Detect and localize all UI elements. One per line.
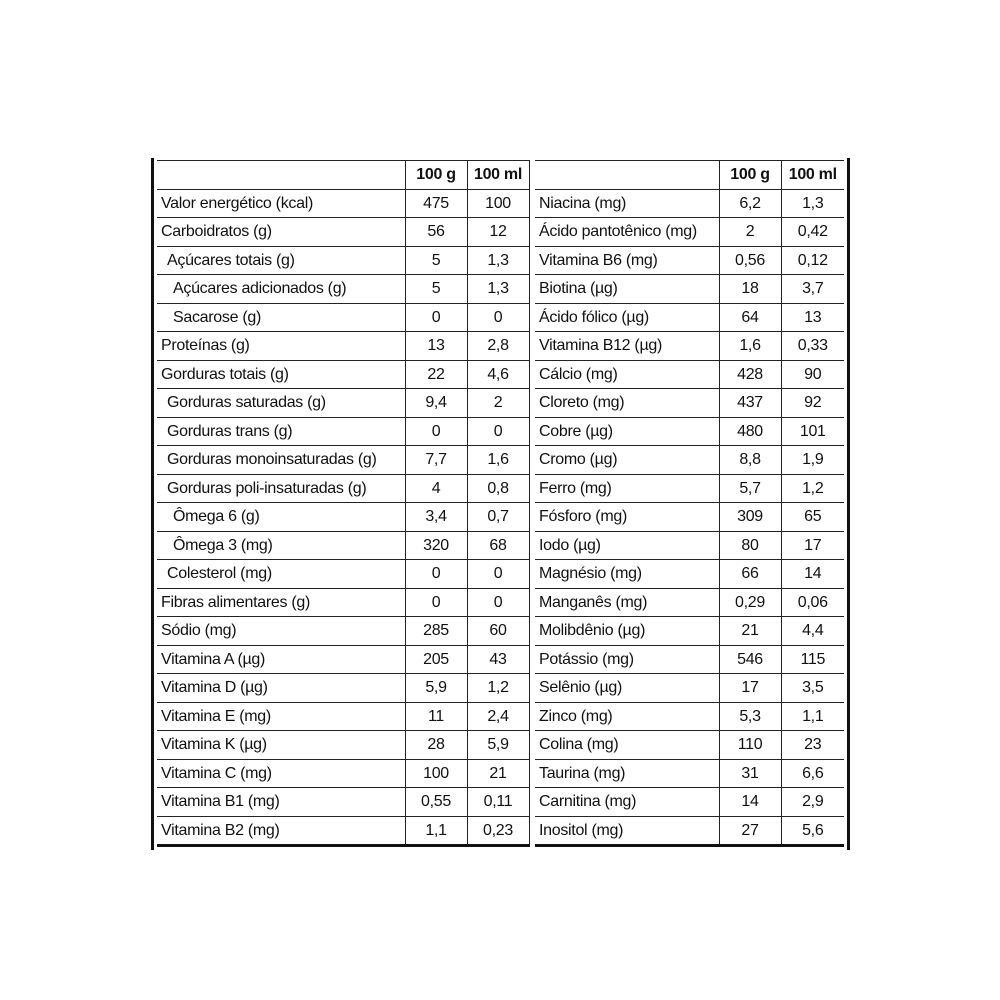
nutrient-name: Cobre (µg) [535,417,719,446]
table-row [535,360,844,389]
value-100ml: 1,6 [467,446,529,475]
table-header-row [157,161,529,190]
value-100ml: 101 [781,417,844,446]
table-row [535,218,844,247]
nutrient-name: Cloreto (mg) [535,389,719,418]
nutrient-name: Ácido pantotênico (mg) [535,218,719,247]
value-100g: 56 [405,218,467,247]
table-row [535,560,844,589]
value-100g: 1,1 [405,816,467,846]
nutrient-name: Vitamina K (µg) [157,731,405,760]
table-row [157,645,529,674]
nutrition-table-right-body [535,189,844,846]
table-row [535,788,844,817]
nutrient-name: Fibras alimentares (g) [157,588,405,617]
nutrient-name: Ácido fólico (µg) [535,303,719,332]
value-100ml: 17 [781,531,844,560]
value-100ml: 2,8 [467,332,529,361]
value-100g: 2 [719,218,781,247]
table-row [535,189,844,218]
value-100g: 64 [719,303,781,332]
value-100ml: 0 [467,588,529,617]
nutrient-name: Vitamina B6 (mg) [535,246,719,275]
table-row [157,702,529,731]
col-header-100g: 100 g [405,161,467,190]
table-row [157,588,529,617]
value-100ml: 90 [781,360,844,389]
value-100ml: 23 [781,731,844,760]
value-100ml: 4,6 [467,360,529,389]
table-row [535,617,844,646]
table-row [157,531,529,560]
table-row [535,731,844,760]
nutrient-name: Magnésio (mg) [535,560,719,589]
value-100ml: 5,6 [781,816,844,846]
value-100ml: 0,8 [467,474,529,503]
nutrient-name: Colesterol (mg) [157,560,405,589]
value-100g: 3,4 [405,503,467,532]
table-row [535,531,844,560]
table-row [157,503,529,532]
nutrient-name: Niacina (mg) [535,189,719,218]
header-blank [157,161,405,190]
value-100g: 18 [719,275,781,304]
value-100g: 0,55 [405,788,467,817]
value-100g: 17 [719,674,781,703]
value-100ml: 115 [781,645,844,674]
table-row [157,332,529,361]
table-row [535,702,844,731]
value-100g: 28 [405,731,467,760]
value-100ml: 1,3 [467,275,529,304]
table-row [535,474,844,503]
value-100g: 1,6 [719,332,781,361]
value-100g: 7,7 [405,446,467,475]
value-100g: 6,2 [719,189,781,218]
table-row [157,389,529,418]
nutrient-name: Açúcares totais (g) [157,246,405,275]
nutrient-name: Carnitina (mg) [535,788,719,817]
value-100g: 0 [405,417,467,446]
table-row [535,674,844,703]
table-row [157,617,529,646]
value-100ml: 0 [467,417,529,446]
nutrient-name: Vitamina B2 (mg) [157,816,405,846]
table-row [157,303,529,332]
value-100g: 22 [405,360,467,389]
nutrient-name: Fósforo (mg) [535,503,719,532]
value-100g: 5,9 [405,674,467,703]
value-100ml: 60 [467,617,529,646]
table-row [157,417,529,446]
value-100ml: 2,4 [467,702,529,731]
value-100g: 80 [719,531,781,560]
nutrient-name: Proteínas (g) [157,332,405,361]
value-100g: 27 [719,816,781,846]
value-100g: 0 [405,588,467,617]
table-row [535,588,844,617]
nutrition-table-right [535,160,844,847]
nutrient-name: Taurina (mg) [535,759,719,788]
value-100ml: 21 [467,759,529,788]
value-100ml: 1,1 [781,702,844,731]
value-100ml: 12 [467,218,529,247]
value-100g: 11 [405,702,467,731]
value-100g: 5 [405,246,467,275]
value-100ml: 43 [467,645,529,674]
value-100g: 0 [405,303,467,332]
nutrient-name: Colina (mg) [535,731,719,760]
nutrient-name: Vitamina C (mg) [157,759,405,788]
value-100g: 428 [719,360,781,389]
value-100ml: 0,23 [467,816,529,846]
table-row [535,303,844,332]
value-100g: 320 [405,531,467,560]
value-100ml: 68 [467,531,529,560]
value-100g: 9,4 [405,389,467,418]
table-row [157,246,529,275]
table-row [535,332,844,361]
value-100g: 4 [405,474,467,503]
value-100ml: 0 [467,303,529,332]
nutrition-table-left-body [157,189,529,846]
nutrient-name: Ferro (mg) [535,474,719,503]
value-100ml: 3,7 [781,275,844,304]
nutrient-name: Ômega 6 (g) [157,503,405,532]
table-row [535,446,844,475]
value-100ml: 13 [781,303,844,332]
nutrient-name: Vitamina E (mg) [157,702,405,731]
nutrient-name: Vitamina B1 (mg) [157,788,405,817]
nutrient-name: Ômega 3 (mg) [157,531,405,560]
value-100g: 475 [405,189,467,218]
nutrient-name: Inositol (mg) [535,816,719,846]
col-header-100g: 100 g [719,161,781,190]
value-100ml: 2,9 [781,788,844,817]
nutrient-name: Sódio (mg) [157,617,405,646]
table-row [157,446,529,475]
table-row [157,759,529,788]
value-100ml: 1,2 [467,674,529,703]
table-row [157,474,529,503]
table-row [157,816,529,846]
value-100ml: 0,12 [781,246,844,275]
value-100ml: 3,5 [781,674,844,703]
value-100g: 21 [719,617,781,646]
nutrient-name: Gorduras monoinsaturadas (g) [157,446,405,475]
nutrient-name: Gorduras saturadas (g) [157,389,405,418]
nutrient-name: Carboidratos (g) [157,218,405,247]
value-100ml: 0 [467,560,529,589]
table-row [535,275,844,304]
nutrient-name: Gorduras trans (g) [157,417,405,446]
value-100g: 5,3 [719,702,781,731]
value-100ml: 2 [467,389,529,418]
value-100ml: 1,3 [781,189,844,218]
nutrient-name: Valor energético (kcal) [157,189,405,218]
value-100ml: 0,7 [467,503,529,532]
nutrient-name: Vitamina B12 (µg) [535,332,719,361]
nutrient-name: Gorduras poli-insaturadas (g) [157,474,405,503]
value-100ml: 0,33 [781,332,844,361]
value-100ml: 65 [781,503,844,532]
value-100ml: 4,4 [781,617,844,646]
value-100g: 5,7 [719,474,781,503]
table-row [535,503,844,532]
value-100ml: 0,06 [781,588,844,617]
value-100ml: 0,11 [467,788,529,817]
nutrient-name: Biotina (µg) [535,275,719,304]
value-100g: 110 [719,731,781,760]
value-100g: 14 [719,788,781,817]
nutrient-name: Vitamina D (µg) [157,674,405,703]
nutrient-name: Iodo (µg) [535,531,719,560]
value-100g: 5 [405,275,467,304]
value-100ml: 1,9 [781,446,844,475]
value-100ml: 100 [467,189,529,218]
col-header-100ml: 100 ml [781,161,844,190]
table-row [157,189,529,218]
value-100g: 0,56 [719,246,781,275]
nutrition-table-left [157,160,530,847]
header-blank [535,161,719,190]
value-100g: 309 [719,503,781,532]
nutrient-name: Zinco (mg) [535,702,719,731]
table-row [157,788,529,817]
value-100g: 0 [405,560,467,589]
value-100g: 0,29 [719,588,781,617]
value-100g: 66 [719,560,781,589]
value-100g: 31 [719,759,781,788]
value-100g: 437 [719,389,781,418]
value-100ml: 0,42 [781,218,844,247]
col-header-100ml: 100 ml [467,161,529,190]
table-row [157,731,529,760]
table-row [535,417,844,446]
table-row [157,360,529,389]
nutrient-name: Potássio (mg) [535,645,719,674]
nutrient-name: Manganês (mg) [535,588,719,617]
value-100ml: 92 [781,389,844,418]
value-100g: 546 [719,645,781,674]
table-row [535,389,844,418]
table-row [535,759,844,788]
nutrient-name: Cromo (µg) [535,446,719,475]
table-row [535,816,844,846]
table-row [157,674,529,703]
nutrient-name: Molibdênio (µg) [535,617,719,646]
value-100ml: 6,6 [781,759,844,788]
nutrient-name: Selênio (µg) [535,674,719,703]
value-100ml: 5,9 [467,731,529,760]
table-row [535,645,844,674]
value-100ml: 14 [781,560,844,589]
nutrient-name: Vitamina A (µg) [157,645,405,674]
value-100g: 480 [719,417,781,446]
nutrient-name: Gorduras totais (g) [157,360,405,389]
table-row [535,246,844,275]
value-100ml: 1,3 [467,246,529,275]
value-100g: 100 [405,759,467,788]
value-100g: 285 [405,617,467,646]
value-100ml: 1,2 [781,474,844,503]
value-100g: 205 [405,645,467,674]
nutrient-name: Cálcio (mg) [535,360,719,389]
table-row [157,218,529,247]
nutrient-name: Açúcares adicionados (g) [157,275,405,304]
value-100g: 8,8 [719,446,781,475]
table-header-row [535,161,844,190]
nutrient-name: Sacarose (g) [157,303,405,332]
table-row [157,560,529,589]
value-100g: 13 [405,332,467,361]
table-row [157,275,529,304]
